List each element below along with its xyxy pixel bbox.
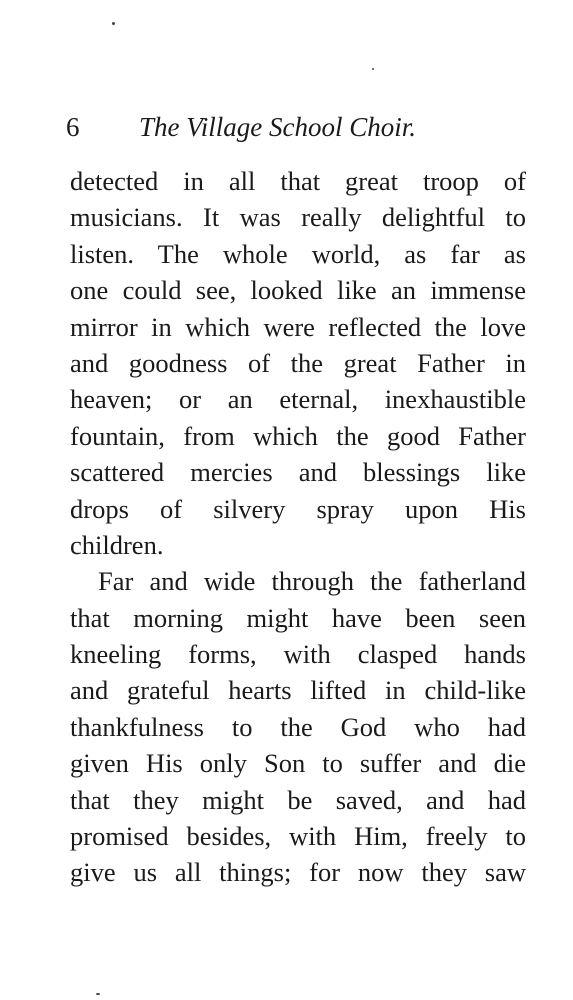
text-line: thankfulness to the God who had bbox=[70, 711, 526, 742]
text-line: that morning might have been seen bbox=[70, 602, 526, 633]
text-line: Far and wide through the fatherland bbox=[98, 566, 526, 597]
text-line: heaven; or an eternal, inexhaustible bbox=[70, 384, 526, 415]
ink-speck bbox=[372, 68, 374, 70]
text-line: detected in all that great troop of bbox=[70, 166, 526, 196]
text-line: listen. The whole world, as far as bbox=[70, 238, 526, 269]
ink-speck bbox=[112, 22, 115, 25]
text-line: drops of silvery spray upon His bbox=[70, 493, 526, 524]
text-line: given His only Son to suffer and die bbox=[70, 748, 526, 779]
text-line: mirror in which were reflected the love bbox=[70, 311, 526, 342]
paragraph bbox=[70, 563, 526, 891]
body-text bbox=[70, 163, 526, 891]
text-line: kneeling forms, with clasped hands bbox=[70, 639, 526, 670]
text-line: fountain, from which the good Father bbox=[70, 420, 526, 451]
text-line: scattered mercies and blessings like bbox=[70, 457, 526, 488]
text-line: that they might be saved, and had bbox=[70, 784, 526, 815]
ink-speck bbox=[96, 993, 100, 995]
paragraph bbox=[70, 163, 526, 563]
page-number: 6 bbox=[66, 112, 80, 142]
text-line: and grateful hearts lifted in child-like bbox=[70, 675, 526, 706]
running-title: The Village School Choir. bbox=[139, 112, 416, 142]
text-line: one could see, looked like an immense bbox=[70, 275, 526, 306]
page-header bbox=[66, 110, 526, 144]
text-line: and goodness of the great Father in bbox=[70, 347, 526, 378]
text-line: musicians. It was really delightful to bbox=[70, 202, 526, 233]
text-line: promised besides, with Him, freely to bbox=[70, 821, 526, 852]
text-line: children. bbox=[70, 529, 164, 560]
text-line: give us all things; for now they saw bbox=[70, 857, 526, 888]
